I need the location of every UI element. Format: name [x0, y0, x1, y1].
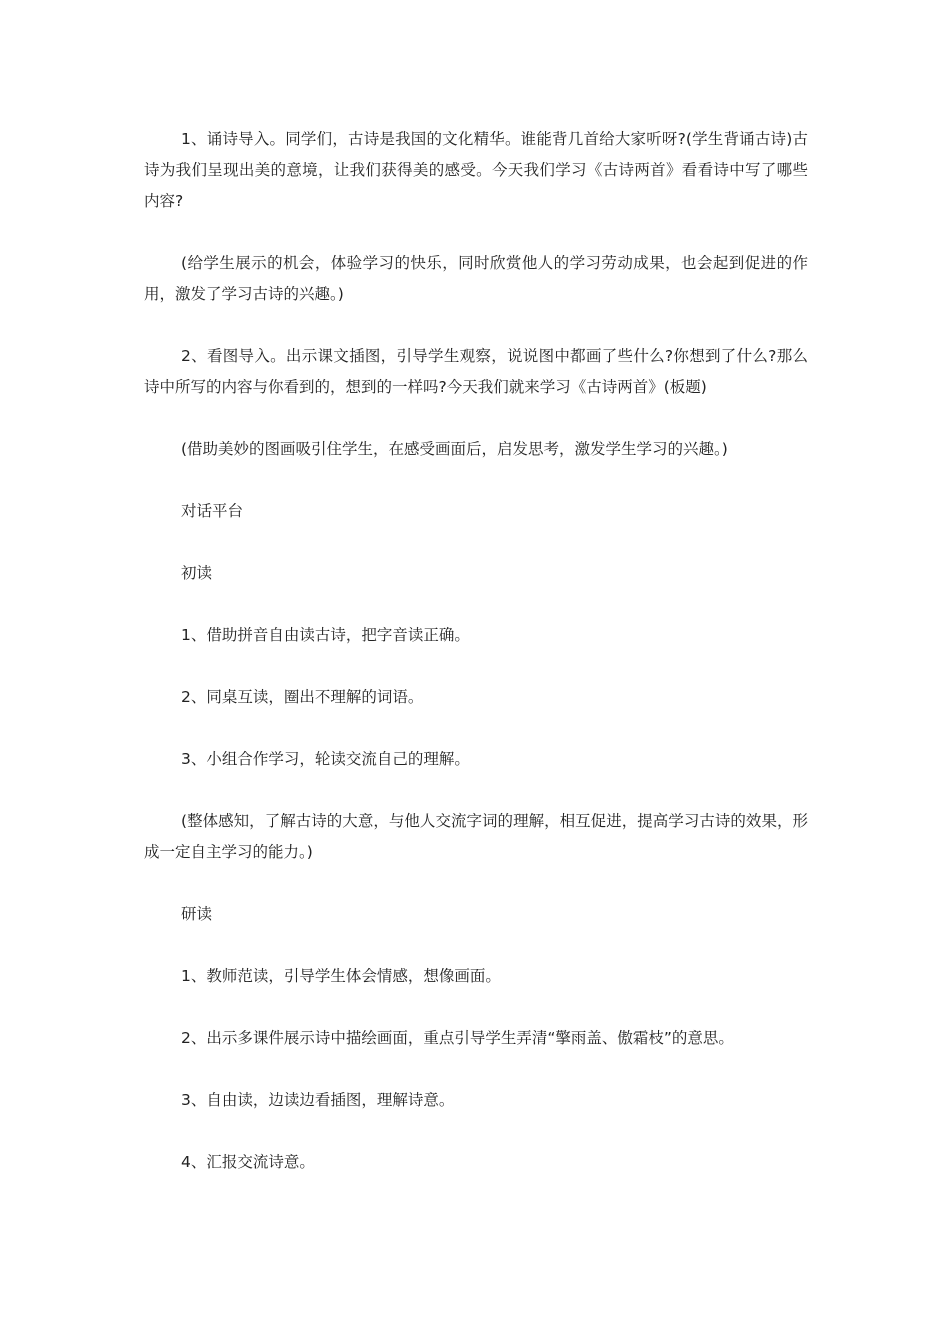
paragraph-intro-recite: 1、诵诗导入。同学们，古诗是我国的文化精华。谁能背几首给大家听呀?(学生背诵古诗)古诗为我们呈现出美的意境，让我们获得美的感受。今天我们学习《古诗两首》看看诗中写了哪些内容? — [144, 130, 808, 210]
section-heading-first-reading: 初读 — [181, 564, 213, 582]
list-item-first-reading-1: 1、借助拼音自由读古诗，把字音读正确。 — [181, 626, 470, 644]
list-item-study-reading-4: 4、汇报交流诗意。 — [181, 1153, 315, 1171]
list-item-study-reading-2: 2、出示多课件展示诗中描绘画面，重点引导学生弄清“擎雨盖、傲霜枝”的意思。 — [181, 1029, 734, 1047]
list-item-study-reading-1: 1、教师范读，引导学生体会情感，想像画面。 — [181, 967, 501, 985]
list-item-first-reading-3: 3、小组合作学习，轮读交流自己的理解。 — [181, 750, 470, 768]
document-page — [144, 124, 808, 1209]
paragraph-note-2: (借助美妙的图画吸引住学生，在感受画面后，启发思考，激发学生学习的兴趣。) — [181, 440, 728, 458]
paragraph-intro-picture: 2、看图导入。出示课文插图，引导学生观察，说说图中都画了些什么?你想到了什么?那么诗中所写的内容与你看到的，想到的一样吗?今天我们就来学习《古诗两首》(板题) — [144, 347, 808, 396]
paragraph-note-3: (整体感知，了解古诗的大意，与他人交流字词的理解，相互促进，提高学习古诗的效果，形成一定自主学习的能力。) — [144, 812, 808, 861]
list-item-first-reading-2: 2、同桌互读，圈出不理解的词语。 — [181, 688, 424, 706]
list-item-study-reading-3: 3、自由读，边读边看插图，理解诗意。 — [181, 1091, 455, 1109]
paragraph-note-1: (给学生展示的机会，体验学习的快乐，同时欣赏他人的学习劳动成果，也会起到促进的作用，激发了学习古诗的兴趣。) — [144, 254, 808, 303]
section-heading-dialogue: 对话平台 — [181, 502, 244, 520]
section-heading-study-reading: 研读 — [181, 905, 213, 923]
